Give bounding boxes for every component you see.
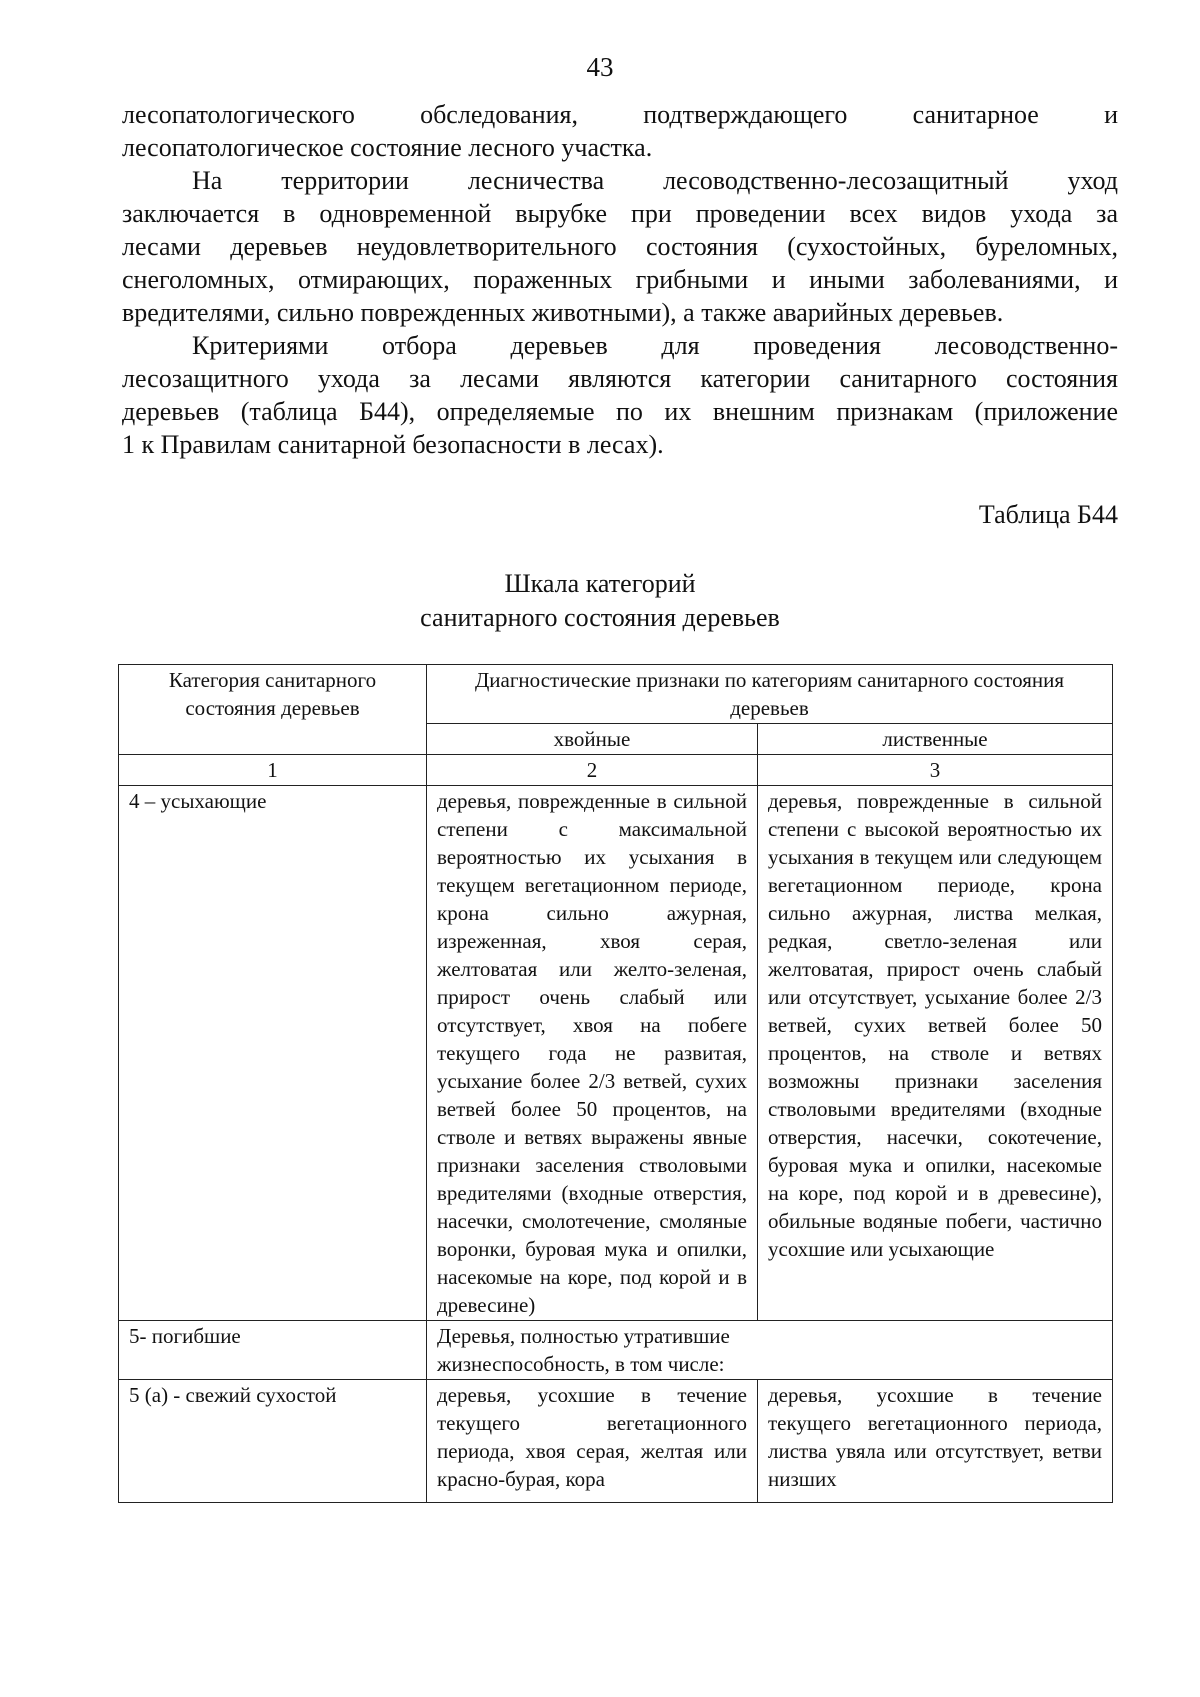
row-merged-signs: Деревья, полностью утратившие жизнеспособность, в том числе:	[427, 1321, 1113, 1380]
paragraph-line: деревьев (таблица Б44), определяемые по их внешним признакам (приложение	[122, 397, 1118, 426]
paragraph-line: лесопатологического обследования, подтверждающего санитарное и	[122, 100, 1118, 129]
table-row	[119, 786, 1113, 1321]
page-number: 43	[586, 52, 614, 82]
row-category: 5- погибшие	[119, 1321, 427, 1380]
header-category: Категория санитарного состояния деревьев	[119, 665, 427, 755]
table-label: Таблица Б44	[978, 500, 1118, 529]
header-conifer: хвойные	[427, 724, 758, 755]
row-deciduous-signs: деревья, усохшие в течение текущего вегетационного периода, листва увяла или отсутствует, ветви низших	[758, 1380, 1113, 1503]
row-deciduous-signs: деревья, поврежденные в сильной степени с высокой вероятностью их усыхания в текущем или следующем вегетационном периоде, крона сильно ажурная, листва мелкая, редкая, светло-зеленая или желтоватая, прирост очень слабый или отсутствует, усыхание более 2/3 ветвей, сухих ветвей более 50 процентов, на стволе и ветвях возможны признаки заселения стволовыми вредителями (входные отверстия, насечки, сокотечение, буровая мука и опилки, насекомые на коре, под корой и в древесине), обильные водяные побеги, частично усохшие или усыхающие	[758, 786, 1113, 1321]
table-row	[119, 1380, 1113, 1503]
paragraph-line: вредителями, сильно поврежденных животными), а также аварийных деревьев.	[122, 298, 1004, 327]
table-title-line: Шкала категорий	[504, 569, 696, 598]
sanitary-category-table	[118, 664, 1113, 1503]
table-row	[119, 1321, 1113, 1380]
header-deciduous: лиственные	[758, 724, 1113, 755]
table-number-row	[119, 755, 1113, 786]
col-number: 3	[758, 755, 1113, 786]
col-number: 1	[119, 755, 427, 786]
table-header-row	[119, 665, 1113, 724]
paragraph-line: лесозащитного ухода за лесами являются категории санитарного состояния	[122, 364, 1118, 393]
col-number: 2	[427, 755, 758, 786]
paragraph-line: заключается в одновременной вырубке при проведении всех видов ухода за	[122, 199, 1118, 228]
paragraph-line: снеголомных, отмирающих, пораженных грибными и иными заболеваниями, и	[122, 265, 1118, 294]
table-title-line: санитарного состояния деревьев	[420, 603, 780, 632]
row-category: 4 – усыхающие	[119, 786, 427, 1321]
paragraph-line: Критериями отбора деревьев для проведения лесоводственно-	[192, 331, 1118, 360]
paragraph-line: лесами деревьев неудовлетворительного состояния (сухостойных, буреломных,	[122, 232, 1118, 261]
row-category: 5 (а) - свежий сухостой	[119, 1380, 427, 1503]
row-conifer-signs: деревья, поврежденные в сильной степени с максимальной вероятностью их усыхания в текущем вегетационном периоде, крона сильно ажурная, изреженная, хвоя серая, желтоватая или желто-зеленая, прирост очень слабый или отсутствует, хвоя на побеге текущего года не развитая, усыхание более 2/3 ветвей, сухих ветвей более 50 процентов, на стволе и ветвях выражены явные признаки заселения стволовыми вредителями (входные отверстия, насечки, смолотечение, смоляные воронки, буровая мука и опилки, насекомые на коре, под корой и в древесине)	[427, 786, 758, 1321]
table-title	[0, 567, 1200, 635]
paragraph-line: На территории лесничества лесоводственно-лесозащитный уход	[192, 166, 1118, 195]
paragraph-line: 1 к Правилам санитарной безопасности в лесах).	[122, 430, 664, 459]
row-conifer-signs: деревья, усохшие в течение текущего вегетационного периода, хвоя серая, желтая или красно-бурая, кора	[427, 1380, 758, 1503]
paragraph-line: лесопатологическое состояние лесного участка.	[122, 133, 653, 162]
header-diagnostic: Диагностические признаки по категориям санитарного состояния деревьев	[427, 665, 1113, 724]
